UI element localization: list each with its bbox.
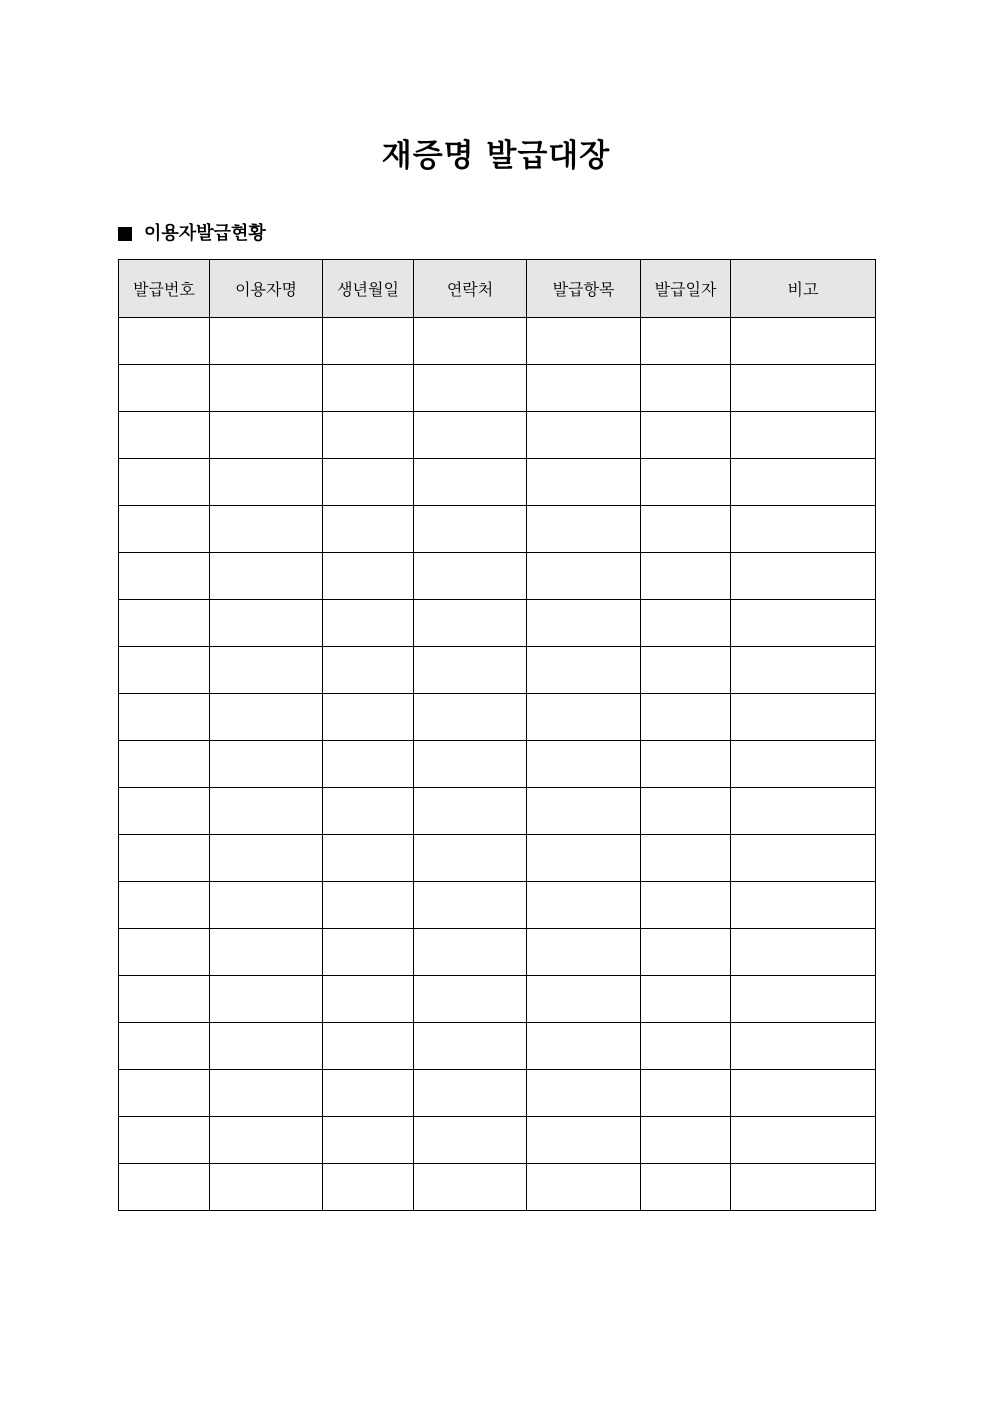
table-cell (641, 929, 731, 976)
table-cell (323, 600, 414, 647)
page-title: 재증명 발급대장 (381, 138, 611, 174)
table-cell (414, 788, 527, 835)
table-cell (641, 1117, 731, 1164)
table-cell (527, 647, 641, 694)
table-cell (210, 929, 323, 976)
table-cell (210, 694, 323, 741)
table-cell (210, 882, 323, 929)
table-cell (414, 365, 527, 412)
table-cell (323, 788, 414, 835)
table-cell (527, 694, 641, 741)
table-row (119, 741, 876, 788)
table-cell (210, 506, 323, 553)
table-cell (414, 459, 527, 506)
table-cell (119, 318, 210, 365)
table-cell (414, 1164, 527, 1211)
table-row (119, 365, 876, 412)
table-cell (323, 882, 414, 929)
table-cell (641, 1070, 731, 1117)
table-cell (119, 882, 210, 929)
table-cell (731, 647, 876, 694)
table-cell (527, 1070, 641, 1117)
table-cell (210, 1023, 323, 1070)
table-cell (414, 506, 527, 553)
table-cell (323, 1164, 414, 1211)
table-row (119, 976, 876, 1023)
table-cell (731, 318, 876, 365)
table-cell (731, 1117, 876, 1164)
table-cell (210, 600, 323, 647)
table-cell (210, 553, 323, 600)
table-cell (731, 365, 876, 412)
table-cell (119, 459, 210, 506)
table-cell (414, 1117, 527, 1164)
table-cell (119, 835, 210, 882)
table-cell (731, 600, 876, 647)
table-cell (731, 835, 876, 882)
table-row (119, 882, 876, 929)
table-cell (527, 600, 641, 647)
table-cell (527, 459, 641, 506)
table-cell (731, 1070, 876, 1117)
table-cell (323, 835, 414, 882)
table-cell (414, 929, 527, 976)
table-cell (527, 553, 641, 600)
table-cell (641, 600, 731, 647)
table-cell (414, 1070, 527, 1117)
table-cell (119, 976, 210, 1023)
column-header-birth-date: 생년월일 (323, 260, 414, 318)
table-cell (119, 412, 210, 459)
table-cell (731, 553, 876, 600)
table-cell (527, 835, 641, 882)
table-cell (527, 1117, 641, 1164)
table-cell (414, 412, 527, 459)
table-cell (323, 647, 414, 694)
table-row (119, 506, 876, 553)
table-cell (119, 600, 210, 647)
table-cell (527, 976, 641, 1023)
table-cell (641, 647, 731, 694)
table-cell (119, 365, 210, 412)
table-cell (119, 1117, 210, 1164)
table-body (119, 318, 876, 1211)
table-cell (731, 459, 876, 506)
table-cell (641, 318, 731, 365)
column-header-contact: 연락처 (414, 260, 527, 318)
table-cell (414, 1023, 527, 1070)
table-cell (731, 1164, 876, 1211)
table-cell (414, 694, 527, 741)
table-cell (210, 459, 323, 506)
table-cell (323, 1070, 414, 1117)
table-cell (641, 788, 731, 835)
table-cell (119, 741, 210, 788)
table-row (119, 647, 876, 694)
column-header-issue-date: 발급일자 (641, 260, 731, 318)
table-cell (323, 412, 414, 459)
table-cell (119, 929, 210, 976)
table-cell (414, 647, 527, 694)
table-row (119, 1164, 876, 1211)
table-row (119, 412, 876, 459)
table-cell (641, 741, 731, 788)
table-cell (119, 553, 210, 600)
table-cell (119, 788, 210, 835)
table-cell (527, 506, 641, 553)
table-row (119, 553, 876, 600)
table-cell (641, 882, 731, 929)
column-header-user-name: 이용자명 (210, 260, 323, 318)
table-cell (119, 506, 210, 553)
table-cell (323, 741, 414, 788)
table-row (119, 1023, 876, 1070)
table-cell (414, 741, 527, 788)
table-cell (119, 1023, 210, 1070)
table-row (119, 788, 876, 835)
table-cell (641, 459, 731, 506)
table-cell (731, 976, 876, 1023)
section-heading-label: 이용자발급현황 (144, 223, 266, 244)
table-cell (210, 788, 323, 835)
table-cell (210, 365, 323, 412)
table-cell (323, 553, 414, 600)
table-row (119, 318, 876, 365)
table-cell (641, 694, 731, 741)
table-cell (323, 1023, 414, 1070)
table-cell (210, 835, 323, 882)
table-cell (414, 882, 527, 929)
table-cell (641, 1023, 731, 1070)
table-cell (414, 318, 527, 365)
table-cell (323, 976, 414, 1023)
table-cell (641, 976, 731, 1023)
section-heading (118, 222, 266, 246)
table-cell (527, 1164, 641, 1211)
table-cell (323, 1117, 414, 1164)
table-cell (731, 788, 876, 835)
table-row (119, 1117, 876, 1164)
issuance-ledger-table (118, 259, 876, 1211)
table-cell (641, 365, 731, 412)
table-cell (527, 741, 641, 788)
table-cell (527, 788, 641, 835)
table-cell (323, 506, 414, 553)
table-cell (731, 882, 876, 929)
table-cell (210, 318, 323, 365)
table-row (119, 835, 876, 882)
table-cell (323, 318, 414, 365)
table-cell (527, 318, 641, 365)
table-cell (210, 1070, 323, 1117)
table-cell (210, 1164, 323, 1211)
table-cell (323, 365, 414, 412)
table-cell (641, 412, 731, 459)
table-cell (527, 412, 641, 459)
column-header-issue-number: 발급번호 (119, 260, 210, 318)
table-cell (414, 835, 527, 882)
table-cell (323, 929, 414, 976)
table-row (119, 929, 876, 976)
square-bullet-icon (118, 227, 132, 241)
table-cell (731, 929, 876, 976)
column-header-issued-item: 발급항목 (527, 260, 641, 318)
table-cell (641, 553, 731, 600)
table-cell (527, 882, 641, 929)
table-cell (731, 412, 876, 459)
table-cell (414, 553, 527, 600)
table-cell (527, 1023, 641, 1070)
table-cell (527, 365, 641, 412)
table-cell (323, 459, 414, 506)
table-header-row (119, 260, 876, 318)
table-cell (119, 1164, 210, 1211)
table-cell (414, 976, 527, 1023)
table-cell (641, 506, 731, 553)
table-cell (210, 647, 323, 694)
table-row (119, 600, 876, 647)
table-cell (119, 647, 210, 694)
table-cell (119, 1070, 210, 1117)
table-row (119, 694, 876, 741)
table-cell (119, 694, 210, 741)
column-header-remarks: 비고 (731, 260, 876, 318)
table-row (119, 1070, 876, 1117)
table-cell (323, 694, 414, 741)
table-cell (414, 600, 527, 647)
table-cell (731, 1023, 876, 1070)
table-cell (210, 976, 323, 1023)
table-cell (210, 412, 323, 459)
table-cell (731, 506, 876, 553)
table-cell (210, 741, 323, 788)
table-cell (641, 835, 731, 882)
table-cell (210, 1117, 323, 1164)
table-cell (731, 741, 876, 788)
table-row (119, 459, 876, 506)
table-cell (731, 694, 876, 741)
table-cell (641, 1164, 731, 1211)
table-cell (527, 929, 641, 976)
